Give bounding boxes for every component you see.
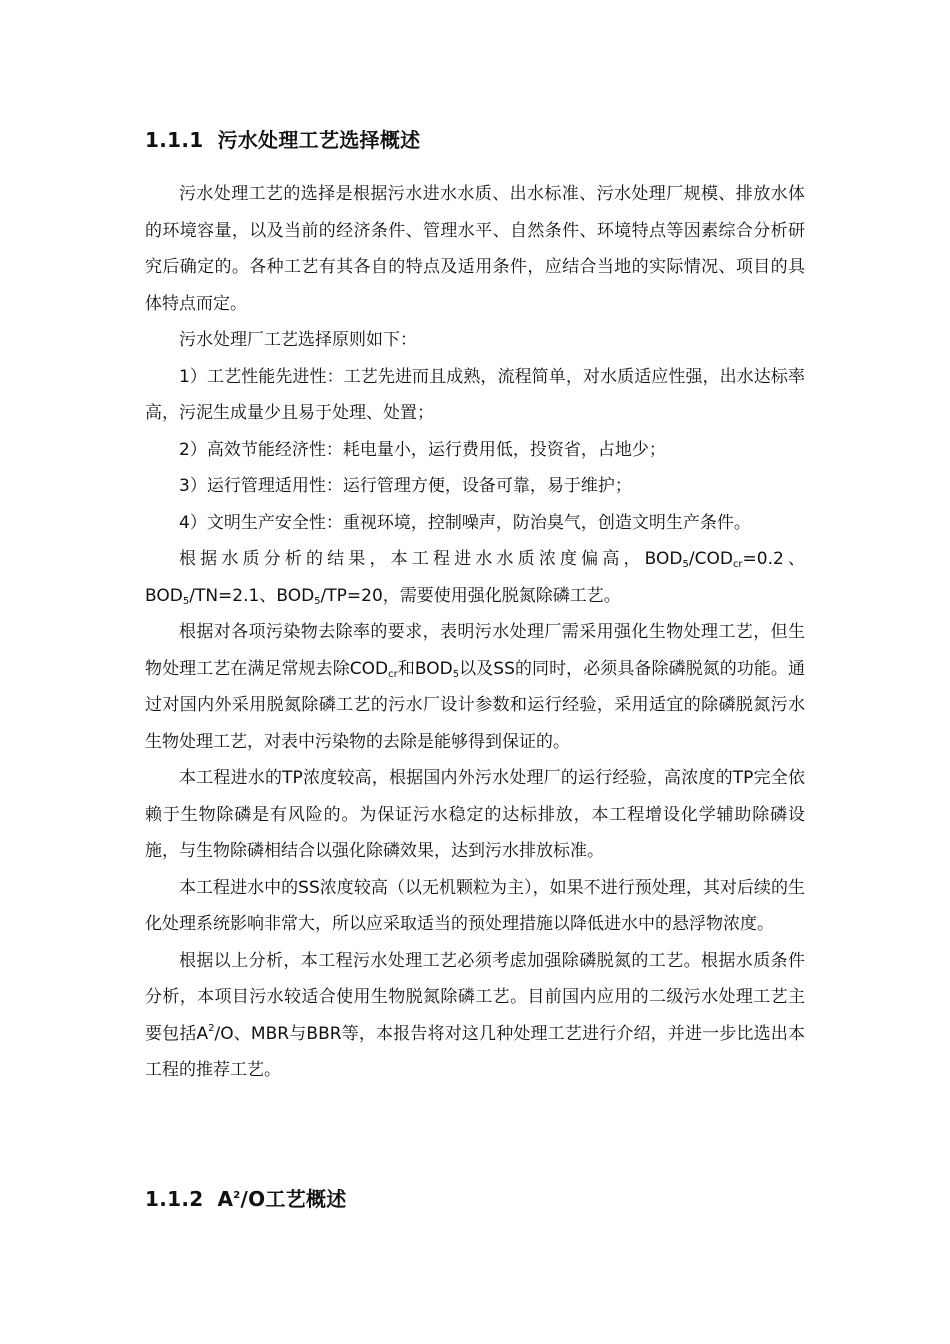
list-item-principle-2: 2）高效节能经济性：耗电量小，运行费用低，投资省，占地少；: [179, 439, 666, 460]
subscript: cr: [732, 559, 743, 570]
list-item-principle-3: 3）运行管理适用性：运行管理方便，设备可靠，易于维护；: [179, 476, 632, 496]
paragraph-process-summary: [145, 943, 805, 1089]
list-item-principle-1: 1）工艺性能先进性：工艺先进而且成熟，流程简单，对水质适应性强，出水达标率高，污泥生成量少且易于处理、处置；: [145, 366, 805, 423]
body-text: [145, 176, 805, 1089]
superscript: 2: [208, 1022, 215, 1034]
text-run: /O、MBR与BBR等，本报告将对这几种处理工艺进行介绍，并进一步比选出本工程的推荐工艺。: [145, 1023, 805, 1080]
section-title: 污水处理工艺选择概述: [217, 128, 421, 152]
subscript: 5: [682, 559, 689, 570]
paragraph-process-selection: 污水处理工艺的选择是根据污水进水水质、出水标准、污水处理厂规模、排放水体的环境容量，以及当前的经济条件、管理水平、自然条件、环境特点等因素综合分析研究后确定的。各种工艺有其各自的特点及适用条件，应结合当地的实际情况、项目的具体特点而定。: [145, 184, 805, 314]
subscript: 5: [452, 668, 460, 680]
section-title-post: /O工艺概述: [240, 1187, 347, 1211]
text-run: 和BOD: [397, 658, 453, 679]
text-run: /TN=2.1、BOD: [189, 585, 315, 606]
text-run: 根据对各项污染物去除率的要求，表明污水处理厂需采用强化生物处理工艺，但生物处理工艺在满足常规去除COD: [145, 622, 805, 679]
list-item-principle-4: 4）文明生产安全性：重视环境，控制噪声，防治臭气，创造文明生产条件。: [179, 512, 751, 533]
section-title-sup: 2: [233, 1190, 241, 1201]
section-heading-1-1-1: [145, 126, 420, 154]
paragraph-tp-removal: 本工程进水的TP浓度较高，根据国内外污水处理厂的运行经验，高浓度的TP完全依赖于生物除磷是有风险的。为保证污水稳定的达标排放，本工程增设化学辅助除磷设施，与生物除磷相结合以强化除磷效果，达到污水排放标准。: [145, 768, 805, 861]
text-run: 根据以上分析，本工程污水处理工艺必须考虑加强除磷脱氮的工艺。根据水质条件分析，本项目污水较适合使用生物脱氮除磷工艺。目前国内应用的二级污水处理工艺主要包括A: [145, 950, 805, 1044]
section-number: 1.1.2: [145, 1187, 204, 1211]
paragraph-water-quality-ratio: [145, 541, 805, 614]
subscript: 5: [182, 595, 190, 607]
paragraph-removal-requirements: [145, 614, 805, 760]
text-run: =0.2、BOD: [145, 549, 805, 606]
paragraph-principles-intro: 污水处理厂工艺选择原则如下：: [179, 330, 417, 350]
text-run: 根据水质分析的结果，本工程进水水质浓度偏高，BOD: [179, 549, 683, 569]
text-run: 以及SS的同时，必须具备除磷脱氮的功能。通过对国内外采用脱氮除磷工艺的污水厂设计参数和运行经验，采用适宜的除磷脱氮污水生物处理工艺，对表中污染物的去除是能够得到保证的。: [145, 658, 805, 752]
section-title-pre: A: [217, 1187, 234, 1211]
subscript: cr: [388, 668, 398, 680]
section-number: 1.1.1: [145, 128, 204, 152]
subscript: 5: [314, 595, 321, 607]
text-run: /COD: [688, 549, 733, 569]
paragraph-ss-pretreatment: 本工程进水中的SS浓度较高（以无机颗粒为主），如果不进行预处理，其对后续的生化处理系统影响非常大，所以应采取适当的预处理措施以降低进水中的悬浮物浓度。: [145, 877, 805, 934]
text-run: /TP=20，需要使用强化脱氮除磷工艺。: [320, 585, 621, 606]
section-heading-1-1-2: [145, 1185, 347, 1213]
